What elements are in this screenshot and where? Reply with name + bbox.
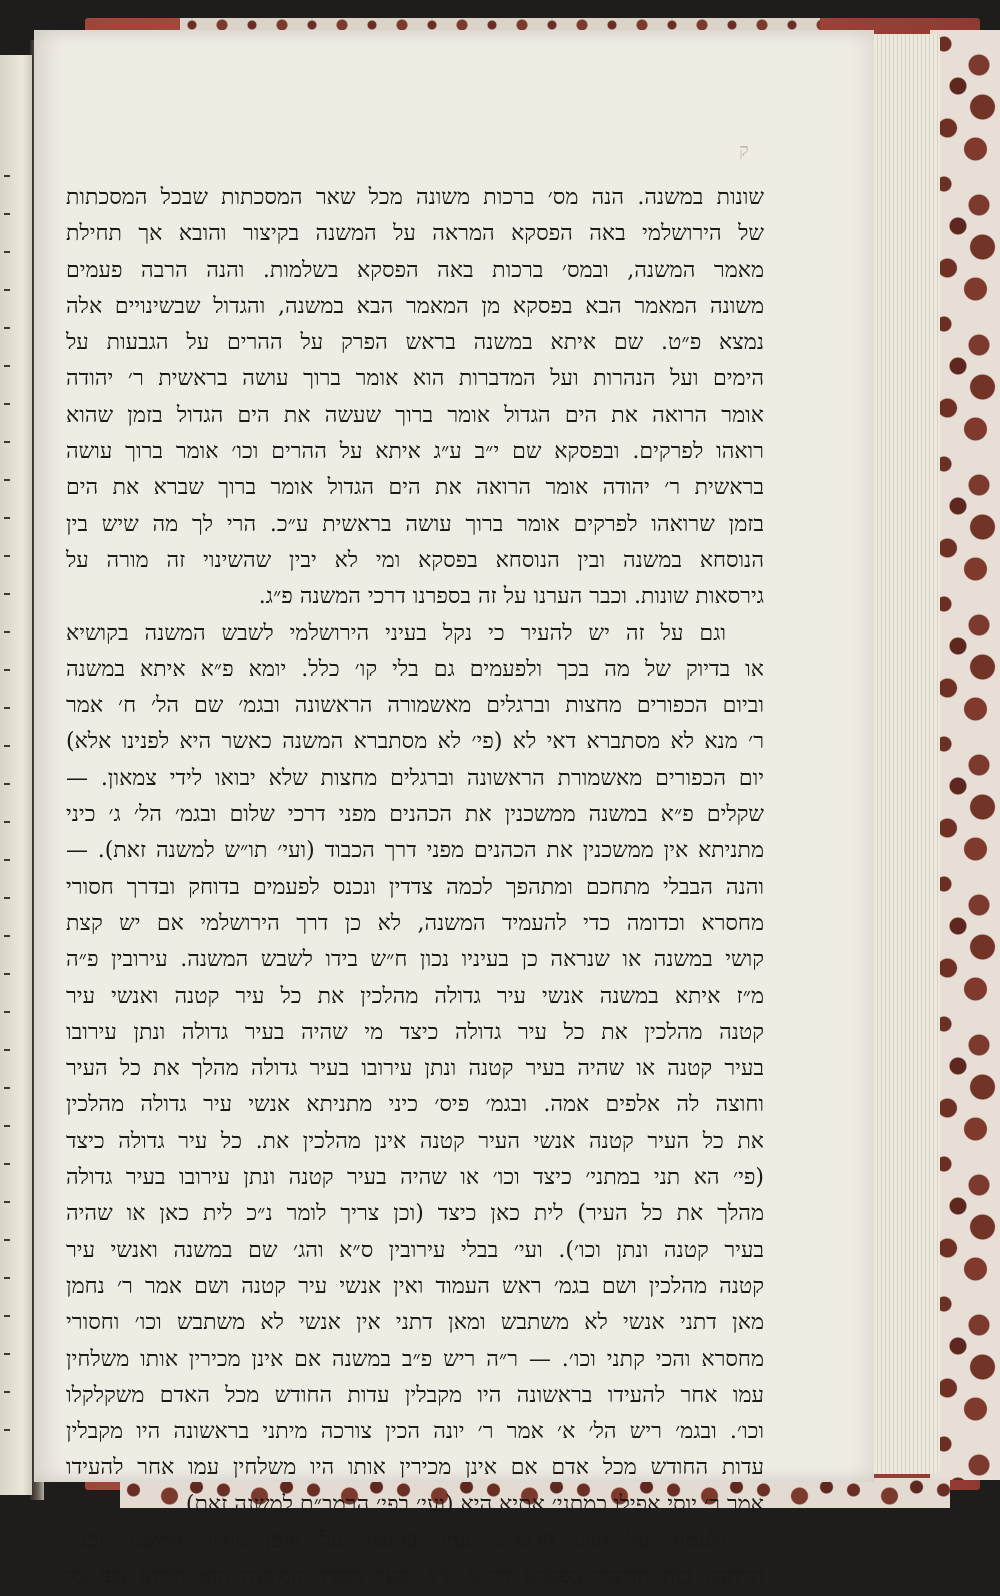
left-page-text-fragment bbox=[4, 593, 10, 595]
marbled-fore-edge bbox=[930, 30, 1000, 1480]
left-page-text-fragment bbox=[4, 365, 10, 367]
text-line: מאן דתני אנשי לא משתבש ומאן דתני אין אנשי לא משתבש וכו׳ וחסורי bbox=[66, 1310, 764, 1336]
left-page-text-fragment bbox=[4, 1087, 10, 1089]
text-line: את כל העיר קטנה אנשי העיר קטנה אינן מהלכין את. כל עיר גדולה כיצד bbox=[66, 1128, 764, 1154]
left-page-text-fragment bbox=[4, 403, 10, 405]
left-page-text-fragment bbox=[4, 213, 10, 215]
left-page-text-fragment bbox=[4, 1163, 10, 1165]
left-page-edge bbox=[0, 55, 33, 1495]
left-page-text-fragment bbox=[4, 1239, 10, 1241]
text-line: משונה המאמר הבא בפסקא מן המאמר הבא במשנה, והגדול שבשינויים אלה bbox=[66, 293, 764, 319]
text-line: הימים ועל הנהרות ועל המדברות הוא אומר ברוך עושה בראשית ר׳ יהודה bbox=[66, 366, 764, 392]
book-page bbox=[34, 30, 874, 1590]
text-line: הרחבנו בזה הדיבור בספרנו דה״מ פ״ג. בעל מסדר המשנה הוא הידוע בפי כל bbox=[66, 1564, 764, 1590]
left-page-text-fragment bbox=[4, 251, 10, 253]
text-line: בעיר קטנה ונתן וכו׳). ועי׳ בבלי עירובין ס״א והג׳ שם במשנה ואנשי עיר bbox=[66, 1237, 764, 1263]
text-line: וחוצה לה אלפים אמה. ובגמ׳ פיס׳ כיני מתניתא אנשי עיר גדולה מהלכין bbox=[66, 1092, 764, 1118]
left-page-text-fragment bbox=[4, 1277, 10, 1279]
left-page-text-fragment bbox=[4, 1201, 10, 1203]
left-page-text-fragment bbox=[4, 707, 10, 709]
left-page-text-fragment bbox=[4, 1049, 10, 1051]
text-line: שונות במשנה. הנה מס׳ ברכות משונה מכל שאר המסכתות שבכל המסכתות bbox=[66, 185, 764, 210]
text-line: קטנה מהלכין את כל עיר גדולה כיצד מי שהיה בעיר גדולה ונתן עירובו bbox=[66, 1019, 764, 1045]
left-page-text-fragment bbox=[4, 631, 10, 633]
left-page-text-fragment bbox=[4, 517, 10, 519]
text-line: של הירושלמי באה הפסקא המראה על המשנה בקיצור והובא אך תחילת bbox=[66, 221, 764, 247]
left-page-text-fragment bbox=[4, 327, 10, 329]
text-line: מחסרא והכי קתני וכו׳. — ר״ה ריש פ״ב במשנה אם אינן מכירין אותו משלחין bbox=[66, 1346, 764, 1372]
text-line: גירסאות שונות. וכבר הערנו על זה בספרנו דרכי המשנה פ״ג. bbox=[258, 584, 764, 610]
left-page-text-fragment bbox=[4, 669, 10, 671]
text-line: מחסרא וכדומה כדי להעמיד המשנה, לא כן דרך הירושלמי אם יש קצת bbox=[66, 910, 764, 936]
left-page-text-fragment bbox=[4, 1429, 10, 1431]
left-page-text-fragment bbox=[4, 783, 10, 785]
left-page-text-fragment bbox=[4, 745, 10, 747]
text-line: נמצא פ״ט. שם איתא במשנה בראש הפרק על ההרים על הגבעות על bbox=[66, 330, 764, 356]
text-line: וגם על זה יש להעיר כי נקל בעיני הירושלמי לשבש המשנה בקושיא bbox=[66, 620, 726, 646]
text-line: מ״ז איתא במשנה אנשי עיר גדולה מהלכין את כל עיר קטנה ואנשי עיר bbox=[66, 983, 764, 1009]
text-line: עמו אחר להעידו בראשונה היו מקבלין עדות החודש מכל האדם משקלקלו bbox=[66, 1382, 764, 1408]
left-page-text-fragment bbox=[4, 821, 10, 823]
left-page-text-fragment bbox=[4, 1315, 10, 1317]
text-line: שקלים פ״א במשנה ממשכנין את הכהנים מפני דרכי שלום ובגמ׳ הל׳ ג׳ כיני bbox=[66, 802, 764, 828]
text-line: או בדיוק של מה בכך ולפעמים גם בלי קו׳ כלל. יומא פ״א איתא במשנה bbox=[66, 656, 764, 682]
text-line: בזמן שרואהו לפרקים אומר ברוך עושה בראשית ע״כ. הרי לך מה שיש בין bbox=[66, 511, 764, 537]
text-line: וביום הכפורים מחצות וברגלים מאשמורה הראשונה ובגמ׳ שם הל׳ ח׳ אמר bbox=[66, 693, 764, 719]
page-body-text bbox=[66, 180, 764, 1596]
text-line: רואהו לפרקים. ובפסקא שם י״ב ע״ג איתא על ההרים וכו׳ אומר ברוך עושה bbox=[66, 439, 764, 465]
left-page-text-fragment bbox=[4, 175, 10, 177]
text-line: הנוסחא במשנה ובין הנוסחא בפסקא ומי לא יבין שהשינוי זה מורה על bbox=[66, 547, 764, 573]
left-page-text-fragment bbox=[4, 897, 10, 899]
text-line: וכו׳. ובגמ׳ ריש הל׳ א׳ אמר ר׳ יונה הכין צורכה מיתני בראשונה היו מקבלין bbox=[66, 1419, 764, 1445]
left-page-text-fragment bbox=[4, 1353, 10, 1355]
left-page-text-fragment bbox=[4, 289, 10, 291]
text-line: (פי׳ הא תני במתני׳ כיצד וכו׳ או שהיה בעיר קטנה ונתן עירובו בעיר גדולה bbox=[66, 1165, 764, 1191]
left-page-text-fragment bbox=[4, 859, 10, 861]
left-page-text-fragment bbox=[4, 441, 10, 443]
left-page-text-fragment bbox=[4, 555, 10, 557]
text-line: והנה הבבלי מתחכם ומתהפך לכמה צדדין ונכנס לפעמים בדוחק ובדרך חסורי bbox=[66, 874, 764, 900]
text-line: בעיר קטנה או שהיה בעיר קטנה ונתן עירובו בעיר גדולה מהלך את כל העיר bbox=[66, 1056, 764, 1082]
text-line: מהלך את כל העיר) לית כאן כיצד (וכן צריך לומר נ״כ לית כאן או שהיה bbox=[66, 1201, 764, 1227]
text-line: בראשית ר׳ יהודה אומר הרואה את הים הגדול אומר ברוך שברא את הים bbox=[66, 475, 764, 501]
text-line: מאמר המשנה, ובמס׳ ברכות באה הפסקא בשלמות. והנה הרבה פעמים bbox=[66, 257, 764, 283]
text-line: אומר הרואה את הים הגדול אומר ברוך שעשה את הים הגדול בזמן שהוא bbox=[66, 402, 764, 428]
text-line: עדות החודש מכל אדם אם אינן מכירין אותו היו משלחין עמו אחר להעידו bbox=[66, 1455, 764, 1481]
text-line: יום הכפורים מאשמורת הראשונה וברגלים מחצות שלא יבואו לידי צמאון. — bbox=[66, 765, 764, 791]
left-page-text-fragment bbox=[4, 1391, 10, 1393]
text-line: קושי במשנה או שנראה כן בעיניו נכון ח״ש בידו לשבש המשנה. עירובין פ״ה bbox=[66, 947, 764, 973]
left-page-text-fragment bbox=[4, 935, 10, 937]
text-line: ר׳ מנא לא מסתברא דאי לא (פי׳ לא מסתברא המשנה כאשר היא לפנינו אלא) bbox=[66, 729, 764, 755]
text-line: אמר ר׳ יוסי אפילו כמתני׳ אתיא היא (ועי׳ בפי׳ הרמב״ם למשנה זאת). bbox=[178, 1491, 764, 1517]
text-line: ולעמוד על תוכן הדברים נעיר בקיצור על אופן סידור המשנה וכבר bbox=[66, 1527, 726, 1553]
text-line: מתניתא אין ממשכנין את הכהנים מפני דרך הכבוד (ועי׳ תו״ש למשנה זאת). — bbox=[66, 838, 764, 864]
page-number: ק bbox=[739, 140, 749, 161]
left-page-text-fragment bbox=[4, 973, 10, 975]
left-page-text-fragment bbox=[4, 479, 10, 481]
left-page-text-fragment bbox=[4, 1125, 10, 1127]
text-line: קטנה מהלכין ושם בגמ׳ ראש העמוד ואין אנשי עיר קטנה ושם אמר ר׳ נחמן bbox=[66, 1273, 764, 1299]
left-page-text-fragment bbox=[4, 1011, 10, 1013]
